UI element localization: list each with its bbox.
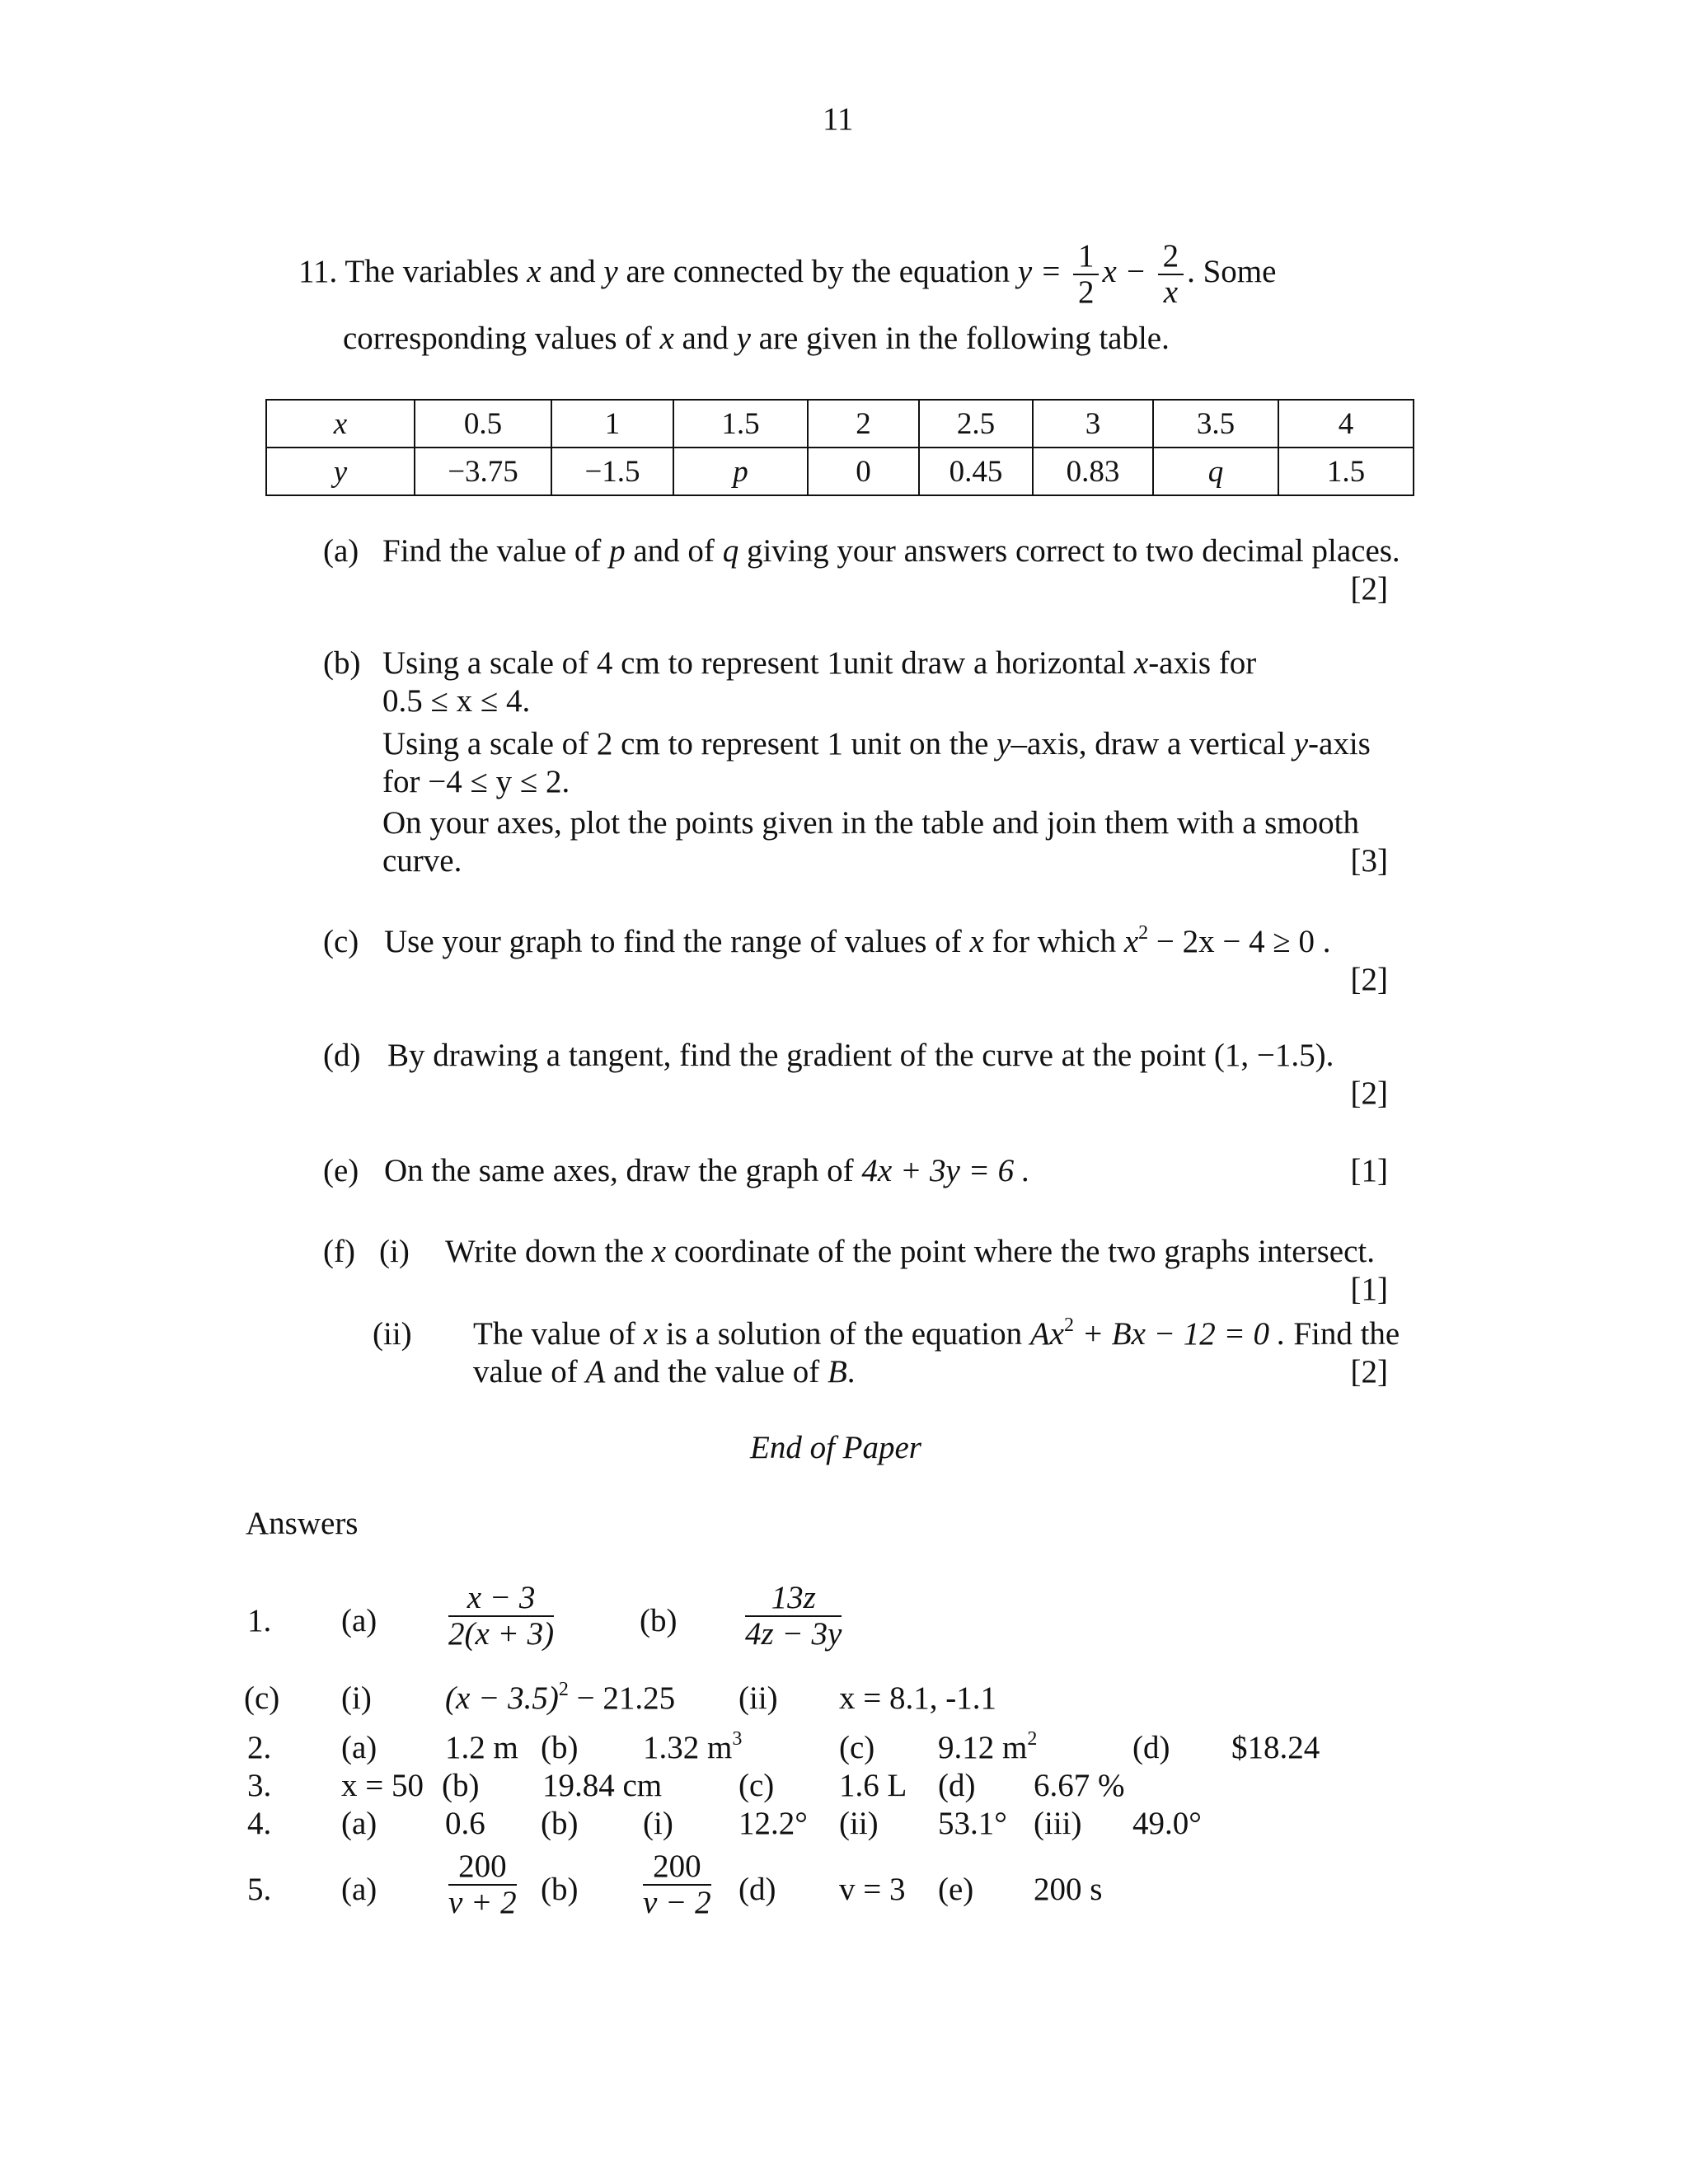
table-cell: 0 — [808, 448, 919, 495]
table-cell: 0.45 — [919, 448, 1033, 495]
answer-5a-label: (a) — [341, 1872, 377, 1907]
part-b-mark: [3] — [1350, 843, 1388, 879]
part-b-line2: 0.5 ≤ x ≤ 4. — [382, 683, 531, 719]
part-fii-label: (ii) — [373, 1316, 412, 1352]
answer-4bii-value: 53.1° — [938, 1806, 1007, 1841]
answer-3-number: 3. — [247, 1768, 272, 1803]
question-intro-line2: corresponding values of x and y are given in the following table. — [343, 321, 1170, 356]
part-a-label: (a) — [323, 533, 359, 569]
table-cell: 3 — [1033, 400, 1153, 448]
answer-4bi-value: 12.2° — [738, 1806, 808, 1841]
part-d-mark: [2] — [1350, 1076, 1388, 1111]
fraction-one-half: $\frac{1}{2}$ — [1073, 239, 1100, 310]
answer-5d-label: (d) — [738, 1872, 776, 1907]
part-c-text: Use your graph to find the range of values of x for which $x^2 - 2x - 4 \ge 0$ . — [384, 922, 1331, 959]
answer-1cii-value: x = 8.1, -1.1 — [839, 1680, 996, 1716]
table-cell: 1 — [551, 400, 673, 448]
part-fi-mark: [1] — [1350, 1272, 1388, 1307]
part-f-label: (f) — [323, 1234, 355, 1269]
part-b-line4: for −4 ≤ y ≤ 2. — [382, 764, 570, 799]
answer-1a-label: (a) — [341, 1603, 377, 1638]
answer-2b-label: (b) — [541, 1730, 579, 1765]
part-e-mark: [1] — [1350, 1153, 1388, 1188]
part-b-line6: curve. — [382, 843, 462, 879]
part-c-mark: [2] — [1350, 962, 1388, 997]
answer-5-number: 5. — [247, 1872, 272, 1907]
part-e-text: On the same axes, draw the graph of 4x + 3y = 6 . — [384, 1153, 1030, 1188]
question-intro-line1: 11. The variables x and y are connected by the equation y = $\frac{1}{2}$ x − $\frac{2}{x}$ . Some — [298, 238, 1277, 310]
table-cell: −3.75 — [415, 448, 551, 495]
answer-2-number: 2. — [247, 1730, 272, 1765]
table-cell: 4 — [1278, 400, 1414, 448]
table-cell: 3.5 — [1153, 400, 1278, 448]
answer-5b-fraction: $\frac{200}{v - 2}$ — [643, 1849, 711, 1920]
answer-3d-label: (d) — [938, 1768, 976, 1803]
answer-4a-value: 0.6 — [445, 1806, 485, 1841]
table-row-y — [266, 448, 1414, 495]
part-b-line5: On your axes, plot the points given in the table and join them with a smooth — [382, 805, 1359, 841]
answer-1b-label: (b) — [640, 1603, 678, 1638]
part-e-label: (e) — [323, 1153, 359, 1188]
answer-5b-label: (b) — [541, 1872, 579, 1907]
answer-3b-value: 19.84 cm — [542, 1768, 663, 1803]
table-cell: q — [1153, 448, 1278, 495]
answer-2b-value: 1.32 $m^3$ — [643, 1728, 743, 1765]
answer-1b-fraction: $\frac{13z}{4z - 3y}$ — [745, 1580, 842, 1652]
answer-2c-label: (c) — [839, 1730, 875, 1765]
answer-5e-label: (e) — [938, 1872, 974, 1907]
page-number: 11 — [823, 101, 854, 137]
part-b-line1: Using a scale of 4 cm to represent 1unit draw a horizontal x-axis for — [382, 645, 1257, 681]
answer-4a-label: (a) — [341, 1806, 377, 1841]
part-d-label: (d) — [323, 1038, 361, 1073]
question-number: 11. — [298, 253, 338, 289]
table-cell: 0.83 — [1033, 448, 1153, 495]
answer-1-number: 1. — [247, 1603, 272, 1638]
answer-5a-fraction: $\frac{200}{v + 2}$ — [448, 1849, 517, 1920]
table-row-label: x — [266, 400, 415, 448]
answer-1c-label: (c) — [244, 1680, 280, 1716]
answer-2d-label: (d) — [1132, 1730, 1170, 1765]
answer-4-number: 4. — [247, 1806, 272, 1841]
answer-5d-value: v = 3 — [839, 1872, 906, 1907]
part-fii-line2: value of A and the value of B. — [473, 1354, 856, 1390]
part-b-line3: Using a scale of 2 cm to represent 1 unit on the y–axis, draw a vertical y-axis — [382, 726, 1371, 762]
table-row-x — [266, 400, 1414, 448]
answer-1ci-label: (i) — [341, 1680, 372, 1716]
part-fii-mark: [2] — [1350, 1354, 1388, 1390]
answer-2c-value: 9.12 $m^2$ — [938, 1728, 1038, 1765]
part-fi-label: (i) — [379, 1234, 410, 1269]
answer-1a-fraction: $\frac{x - 3}{2(x + 3)}$ — [448, 1580, 555, 1652]
answer-1ci-value: $(x - 3.5)^2 - 21.25$ — [445, 1679, 676, 1716]
part-d-text: By drawing a tangent, find the gradient of the curve at the point (1, −1.5). — [387, 1038, 1334, 1073]
part-b-label: (b) — [323, 645, 361, 681]
answer-4bii-label: (ii) — [839, 1806, 879, 1841]
table-cell: p — [673, 448, 808, 495]
table-cell: 0.5 — [415, 400, 551, 448]
answer-4b-label: (b) — [541, 1806, 579, 1841]
answer-4bi-label: (i) — [643, 1806, 673, 1841]
table-cell: −1.5 — [551, 448, 673, 495]
table-cell: 1.5 — [1278, 448, 1414, 495]
part-fii-line1: The value of x is a solution of the equation $Ax^2 + Bx - 12 = 0$ . Find the — [473, 1315, 1400, 1352]
answer-4biii-value: 49.0° — [1132, 1806, 1202, 1841]
table-row-label: y — [266, 448, 415, 495]
answer-2a-value: 1.2 m — [445, 1730, 518, 1765]
answer-3b-label: (b) — [442, 1768, 480, 1803]
part-a-mark: [2] — [1350, 571, 1388, 607]
answers-heading: Answers — [246, 1506, 359, 1541]
part-fi-text: Write down the x coordinate of the point where the two graphs intersect. — [445, 1234, 1375, 1269]
table-cell: 2.5 — [919, 400, 1033, 448]
table-cell: 2 — [808, 400, 919, 448]
answer-5e-value: 200 s — [1034, 1872, 1103, 1907]
values-table — [265, 399, 1414, 496]
answer-1cii-label: (ii) — [738, 1680, 778, 1716]
answer-3d-value: 6.67 % — [1034, 1768, 1125, 1803]
part-c-label: (c) — [323, 924, 359, 959]
answer-3c-value: 1.6 L — [839, 1768, 907, 1803]
part-a-text: Find the value of p and of q giving your answers correct to two decimal places. — [382, 533, 1400, 569]
end-of-paper: End of Paper — [750, 1430, 921, 1465]
answer-2d-value: $18.24 — [1231, 1730, 1320, 1765]
fraction-two-over-x: $\frac{2}{x}$ — [1158, 239, 1184, 310]
table-cell: 1.5 — [673, 400, 808, 448]
answer-3c-label: (c) — [738, 1768, 775, 1803]
answer-3a-value: x = 50 — [341, 1768, 424, 1803]
answer-2a-label: (a) — [341, 1730, 377, 1765]
answer-4biii-label: (iii) — [1034, 1806, 1082, 1841]
